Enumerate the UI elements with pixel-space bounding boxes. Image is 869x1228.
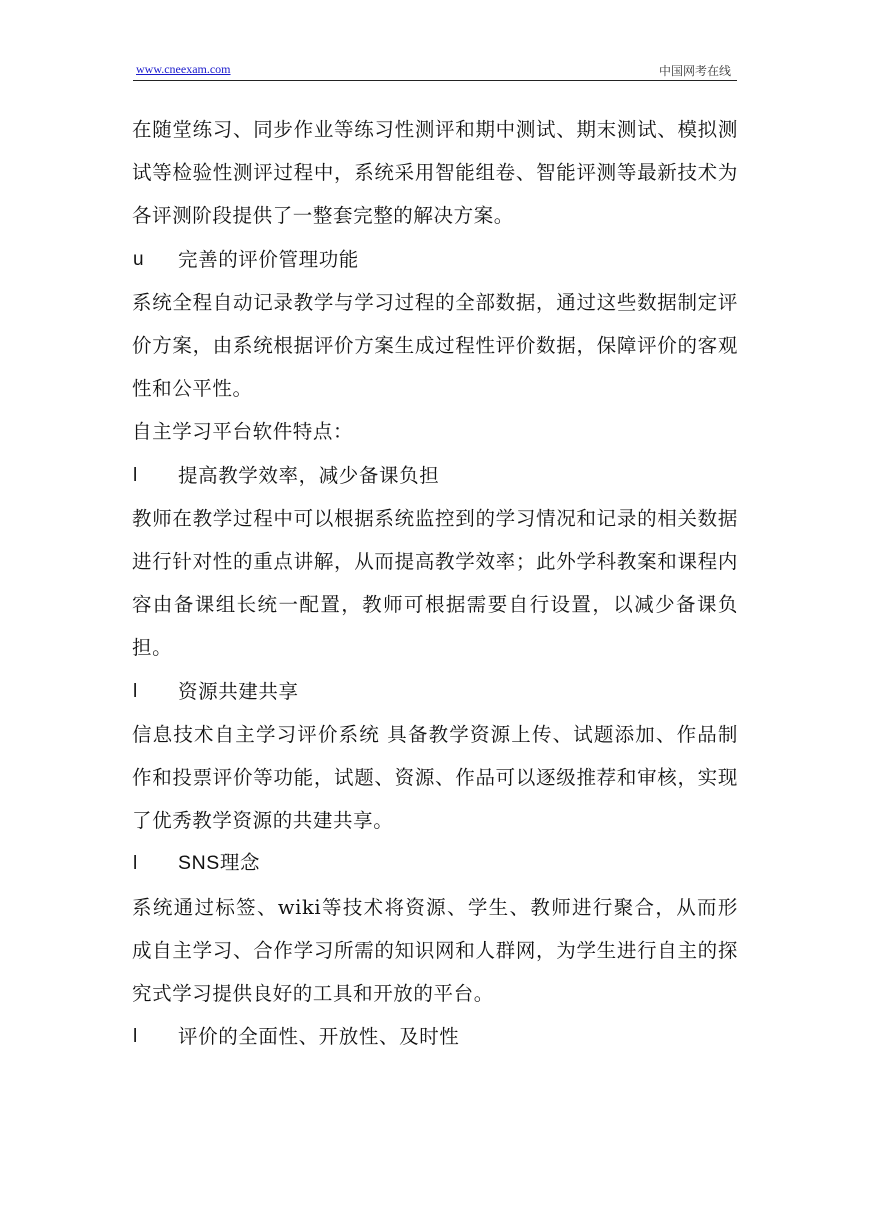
bullet-heading: 资源共建共享 [178, 679, 299, 703]
bullet-evaluation-management [132, 238, 738, 281]
bullet-marker: l [133, 1026, 138, 1048]
bullet-marker: l [133, 853, 138, 875]
bullet-marker: l [133, 464, 138, 486]
bullet-heading: 评价的全面性、开放性、及时性 [178, 1025, 460, 1049]
bullet-heading: SNS理念 [178, 852, 261, 875]
bullet-marker: l [133, 680, 138, 702]
page-header [133, 60, 737, 81]
header-site-name: 中国网考在线 [658, 64, 731, 78]
bullet-teaching-efficiency [132, 454, 738, 497]
paragraph-sns-concept: 系统通过标签、wiki等技术将资源、学生、教师进行聚合，从而形成自主学习、合作学习所需的知识网和人群网，为学生进行自主的探究式学习提供良好的工具和开放的平台。 [132, 895, 738, 1005]
paragraph-evaluation-data: 系统全程自动记录教学与学习过程的全部数据，通过这些数据制定评价方案，由系统根据评价方案生成过程性评价数据，保障评价的客观性和公平性。 [132, 290, 738, 401]
bullet-evaluation-openness [132, 1015, 738, 1058]
bullet-resource-sharing [132, 670, 738, 713]
bullet-sns-concept [132, 842, 738, 885]
paragraph-teaching-efficiency: 教师在教学过程中可以根据系统监控到的学习情况和记录的相关数据进行针对性的重点讲解，从而提高教学效率；此外学科教案和课程内容由备课组长统一配置，教师可根据需要自行设置，以减少备课负担。 [132, 506, 738, 660]
bullet-heading: 提高教学效率，减少备课负担 [178, 463, 440, 487]
bullet-marker: u [133, 248, 144, 270]
document-body [132, 108, 738, 1058]
paragraph-assessment-process: 在随堂练习、同步作业等练习性测评和期中测试、期末测试、模拟测试等检验性测评过程中，系统采用智能组卷、智能评测等最新技术为各评测阶段提供了一整套完整的解决方案。 [132, 118, 738, 228]
paragraph-platform-features-title: 自主学习平台软件特点： [132, 420, 354, 444]
bullet-heading: 完善的评价管理功能 [178, 247, 359, 271]
paragraph-resource-sharing: 信息技术自主学习评价系统 具备教学资源上传、试题添加、作品制作和投票评价等功能，试题、资源、作品可以逐级推荐和审核，实现了优秀教学资源的共建共享。 [132, 722, 738, 833]
header-website-link[interactable]: www.cneexam.com [136, 62, 231, 76]
